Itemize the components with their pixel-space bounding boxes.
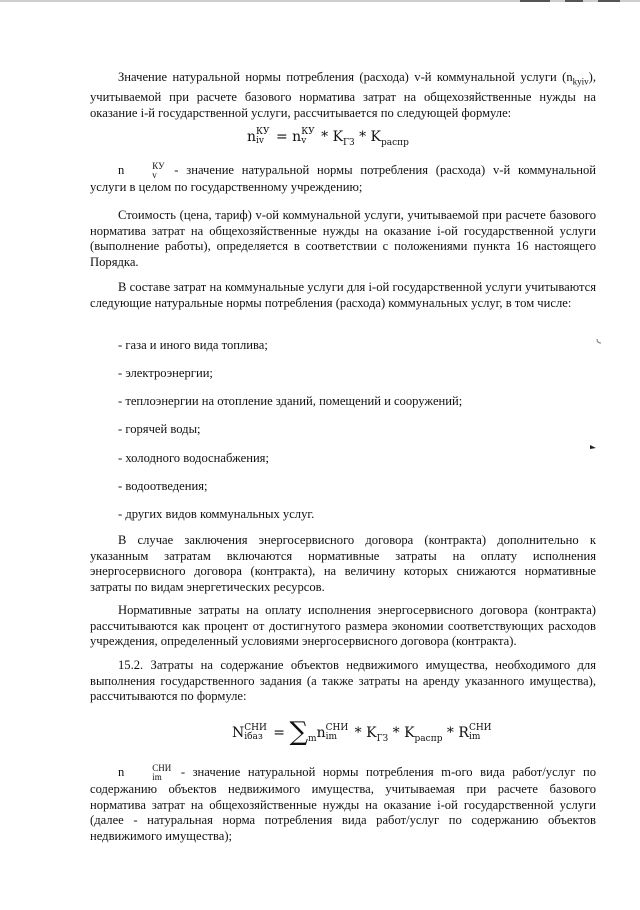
formula-index xyxy=(469,724,492,742)
formula-symbol: N xyxy=(232,725,245,741)
subscript: v xyxy=(152,170,157,180)
paragraph-energy-service: В случае заключения энергосервисного договора (контракта) дополнительно к указанным затратам включаются нормативные затраты на оплату исполнения энергосервисного договора (контракта), на величину которых снижаются нормативные затраты по видам энергетических ресурсов. xyxy=(90,533,596,594)
subscript: распр xyxy=(381,137,409,148)
scan-top-mark xyxy=(598,0,620,2)
formula-symbol: K xyxy=(370,129,381,145)
formula-index xyxy=(256,128,269,146)
multiply-sign: * xyxy=(350,725,367,741)
superscript: КУ xyxy=(152,161,165,171)
formula-index xyxy=(124,162,164,180)
superscript: СНИ xyxy=(244,723,267,733)
subscript: v xyxy=(301,136,307,146)
formula-symbol: n xyxy=(316,725,326,741)
formula-symbol: K xyxy=(332,129,344,145)
paragraph-text: ), учитываемой при расчете базового норматива затрат на общехозяйственные нужды на оказание i-й государственной услуги, рассчитывается по следующей формуле: xyxy=(90,70,596,120)
paragraph-energy-payment: Нормативные затраты на оплату исполнения энергосервисного договора (контракта) рассчитываются как процент от достигнутого размера экономии соответствующих расходов учреждения, определенный условиями энергосервисного договора (контракта). xyxy=(90,603,596,649)
list-item: - газа и иного вида топлива; xyxy=(118,338,268,352)
formula-index xyxy=(301,128,314,146)
paragraph-text: Значение натуральной нормы потребления (расхода) v-й коммунальной услуги (n xyxy=(118,70,573,84)
scan-speck-icon xyxy=(590,444,596,450)
list-item: - водоотведения; xyxy=(118,479,208,493)
paragraph-text: - значение натуральной нормы потребления m-ого вида работ/услуг по содержанию объектов недвижимого имущества, учитываемая при расчете базового норматива затрат на общехозяйственные нужды на оказание i-ой государственной услуги (далее - натуральная норма потребления вида работ/услуг по содержанию объектов недвижимого имущества); xyxy=(90,764,596,843)
list-item: - электроэнергии; xyxy=(118,366,213,380)
subscript: ГЗ xyxy=(376,733,389,744)
formula-index xyxy=(244,724,267,742)
equals-sign: = xyxy=(268,725,290,741)
subscript: im xyxy=(325,732,338,742)
formula-symbol: n xyxy=(118,162,125,177)
formula-symbol: R xyxy=(458,725,469,741)
list-item: - теплоэнергии на отопление зданий, помещений и сооружений; xyxy=(118,394,463,408)
paragraph-composition: В составе затрат на коммунальные услуги для i-ой государственной услуги учитываются следующие натуральные нормы потребления (расхода) коммунальных услуг, в том числе: xyxy=(90,280,596,310)
paragraph-real-estate: 15.2. Затраты на содержание объектов недвижимого имущества, необходимого для выполнения государственного задания (а также затраты на аренду указанного имущества), рассчитываются по формуле: xyxy=(90,658,596,704)
scan-top-mark xyxy=(520,0,550,2)
paragraph-cost: Стоимость (цена, тариф) v-ой коммунальной услуги, учитываемой при расчете базового норматива затрат на общехозяйственные нужды на оказание i-ой государственной услуги (выполнение работы), определяется в соответствии с положениями пункта 16 настоящего Порядка. xyxy=(90,208,596,269)
subscript: iv xyxy=(256,136,264,146)
paragraph-nim-definition xyxy=(90,764,596,844)
subscript: im xyxy=(468,732,481,742)
multiply-sign: * xyxy=(316,129,333,145)
multiply-sign: * xyxy=(388,725,405,741)
superscript: КУ xyxy=(301,127,315,137)
superscript: СНИ xyxy=(325,723,349,733)
subscript: ГЗ xyxy=(343,137,355,148)
formula-symbol: n xyxy=(292,129,302,145)
superscript: СНИ xyxy=(152,763,172,773)
superscript: СНИ xyxy=(468,723,492,733)
paragraph-nv-definition xyxy=(90,162,596,196)
list-item: - горячей воды; xyxy=(118,422,201,436)
scan-top-mark xyxy=(565,0,583,2)
scan-speck-icon xyxy=(596,338,602,344)
multiply-sign: * xyxy=(354,129,371,145)
equals-sign: = xyxy=(271,129,293,145)
subscript: kyiv xyxy=(572,76,589,87)
subscript: распр xyxy=(414,733,443,744)
paragraph-natural-norm xyxy=(90,70,596,121)
formula-symbol: n xyxy=(118,764,125,779)
formula-utility-norm xyxy=(247,128,409,148)
superscript: КУ xyxy=(256,127,270,137)
subscript: im xyxy=(152,772,162,782)
subscript: iбаз xyxy=(244,732,263,742)
paragraph-text: - значение натуральной нормы потребления (расхода) v-й коммунальной услуги в целом по государственному учреждению; xyxy=(90,162,596,194)
list-item: - холодного водоснабжения; xyxy=(118,451,269,465)
formula-index xyxy=(326,724,349,742)
summation-sign: ∑ xyxy=(289,717,309,747)
formula-symbol: K xyxy=(366,725,377,741)
formula-real-estate xyxy=(232,718,494,748)
formula-index xyxy=(124,764,171,782)
subscript: m xyxy=(308,733,317,744)
multiply-sign: * xyxy=(442,725,459,741)
formula-symbol: K xyxy=(404,725,415,741)
formula-symbol: n xyxy=(247,129,257,145)
list-item: - других видов коммунальных услуг. xyxy=(118,507,315,521)
